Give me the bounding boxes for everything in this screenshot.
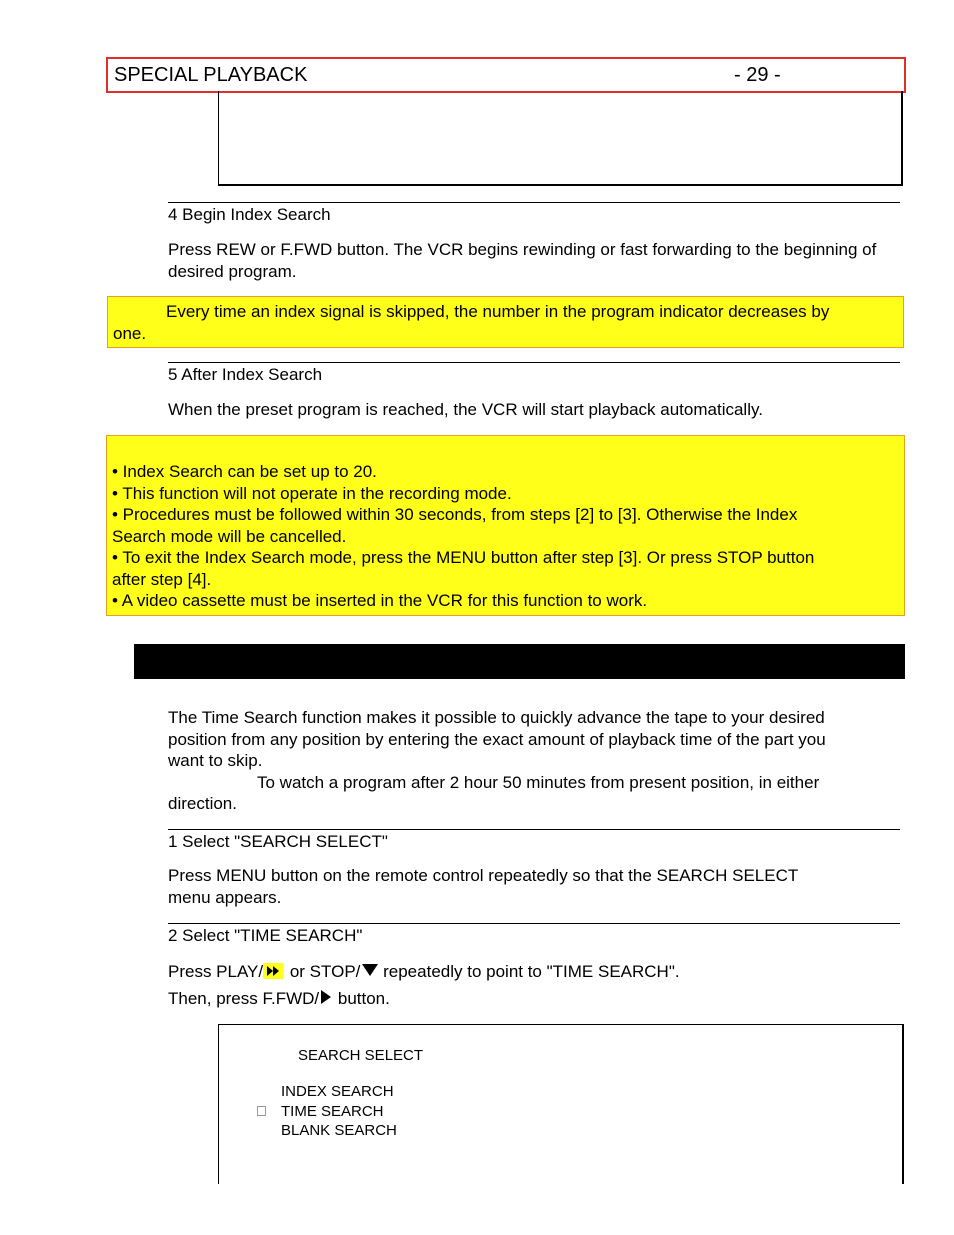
menu-screen-frame: [218, 1024, 904, 1184]
step-4-body: Press REW or F.FWD button. The VCR begins rewinding or fast forwarding to the beginning of desired program.: [168, 240, 877, 281]
header-title: SPECIAL PLAYBACK: [114, 64, 308, 86]
step-1-line: menu appears.: [168, 887, 282, 907]
right-triangle-icon: [321, 990, 331, 1004]
intro-line: position from any position by entering the exact amount of playback time of the part you: [168, 729, 826, 749]
step-2-text: button.: [333, 989, 390, 1008]
menu-item-blank-search: BLANK SEARCH: [281, 1122, 397, 1139]
intro-line: want to skip.: [168, 751, 263, 770]
note-bullet: • A video cassette must be inserted in the VCR for this function to work.: [112, 591, 648, 610]
section-heading-bar: [134, 644, 905, 679]
step-divider: [168, 923, 900, 924]
menu-title: SEARCH SELECT: [298, 1047, 424, 1064]
note-bullet-continued: Search mode will be cancelled.: [112, 526, 347, 546]
step-2-line-1: [168, 961, 680, 983]
step-2-text: Then, press F.FWD/: [168, 989, 320, 1008]
note-bullet: • To exit the Index Search mode, press the MENU button after step [3]. Or press STOP button: [112, 548, 815, 567]
note-bullet: • This function will not operate in the recording mode.: [112, 483, 512, 503]
step-2-line-2: [168, 988, 390, 1010]
note-1-line-1: Every time an index signal is skipped, the number in the program indicator decreases by: [166, 302, 830, 321]
step-2-text: Press PLAY/: [168, 962, 264, 981]
note-bullet-continued: after step [4].: [112, 569, 212, 589]
step-2-text: or STOP/: [285, 962, 361, 981]
page-header: [106, 57, 906, 93]
menu-item-time-search: TIME SEARCH: [281, 1103, 384, 1120]
menu-item-index-search: INDEX SEARCH: [281, 1083, 394, 1100]
step-2-title: 2 Select "TIME SEARCH": [168, 926, 363, 945]
intro-line: direction.: [168, 794, 237, 813]
note-bullet: • Procedures must be followed within 30 seconds, from steps [2] to [3]. Otherwise the Index: [112, 505, 798, 524]
step-1-title: 1 Select "SEARCH SELECT": [168, 832, 388, 851]
page-number: - 29 -: [734, 64, 781, 86]
menu-screen-frame-top: [218, 91, 903, 186]
step-1-line: Press MENU button on the remote control repeatedly so that the SEARCH SELECT: [168, 866, 799, 885]
step-divider: [168, 829, 900, 830]
step-divider: [168, 202, 900, 203]
example-line: To watch a program after 2 hour 50 minutes from present position, in either: [257, 772, 820, 792]
note-bullet: • Index Search can be set up to 20.: [112, 462, 377, 481]
step-2-text: repeatedly to point to "TIME SEARCH".: [378, 962, 680, 981]
note-box-2: [106, 435, 905, 616]
step-4-title: 4 Begin Index Search: [168, 205, 331, 224]
fast-forward-icon: [263, 963, 283, 979]
step-1-body: [168, 865, 798, 908]
step-5-body: When the preset program is reached, the VCR will start playback automatically.: [168, 400, 763, 419]
intro-line: The Time Search function makes it possible to quickly advance the tape to your desired: [168, 708, 825, 727]
step-5-title: 5 After Index Search: [168, 365, 323, 384]
note-box-1: [107, 296, 904, 348]
note-1-line-2: one.: [113, 324, 147, 343]
down-triangle-icon: [362, 964, 378, 976]
menu-cursor-icon: [257, 1106, 266, 1116]
intro-paragraph: [168, 707, 826, 815]
step-divider: [168, 362, 900, 363]
